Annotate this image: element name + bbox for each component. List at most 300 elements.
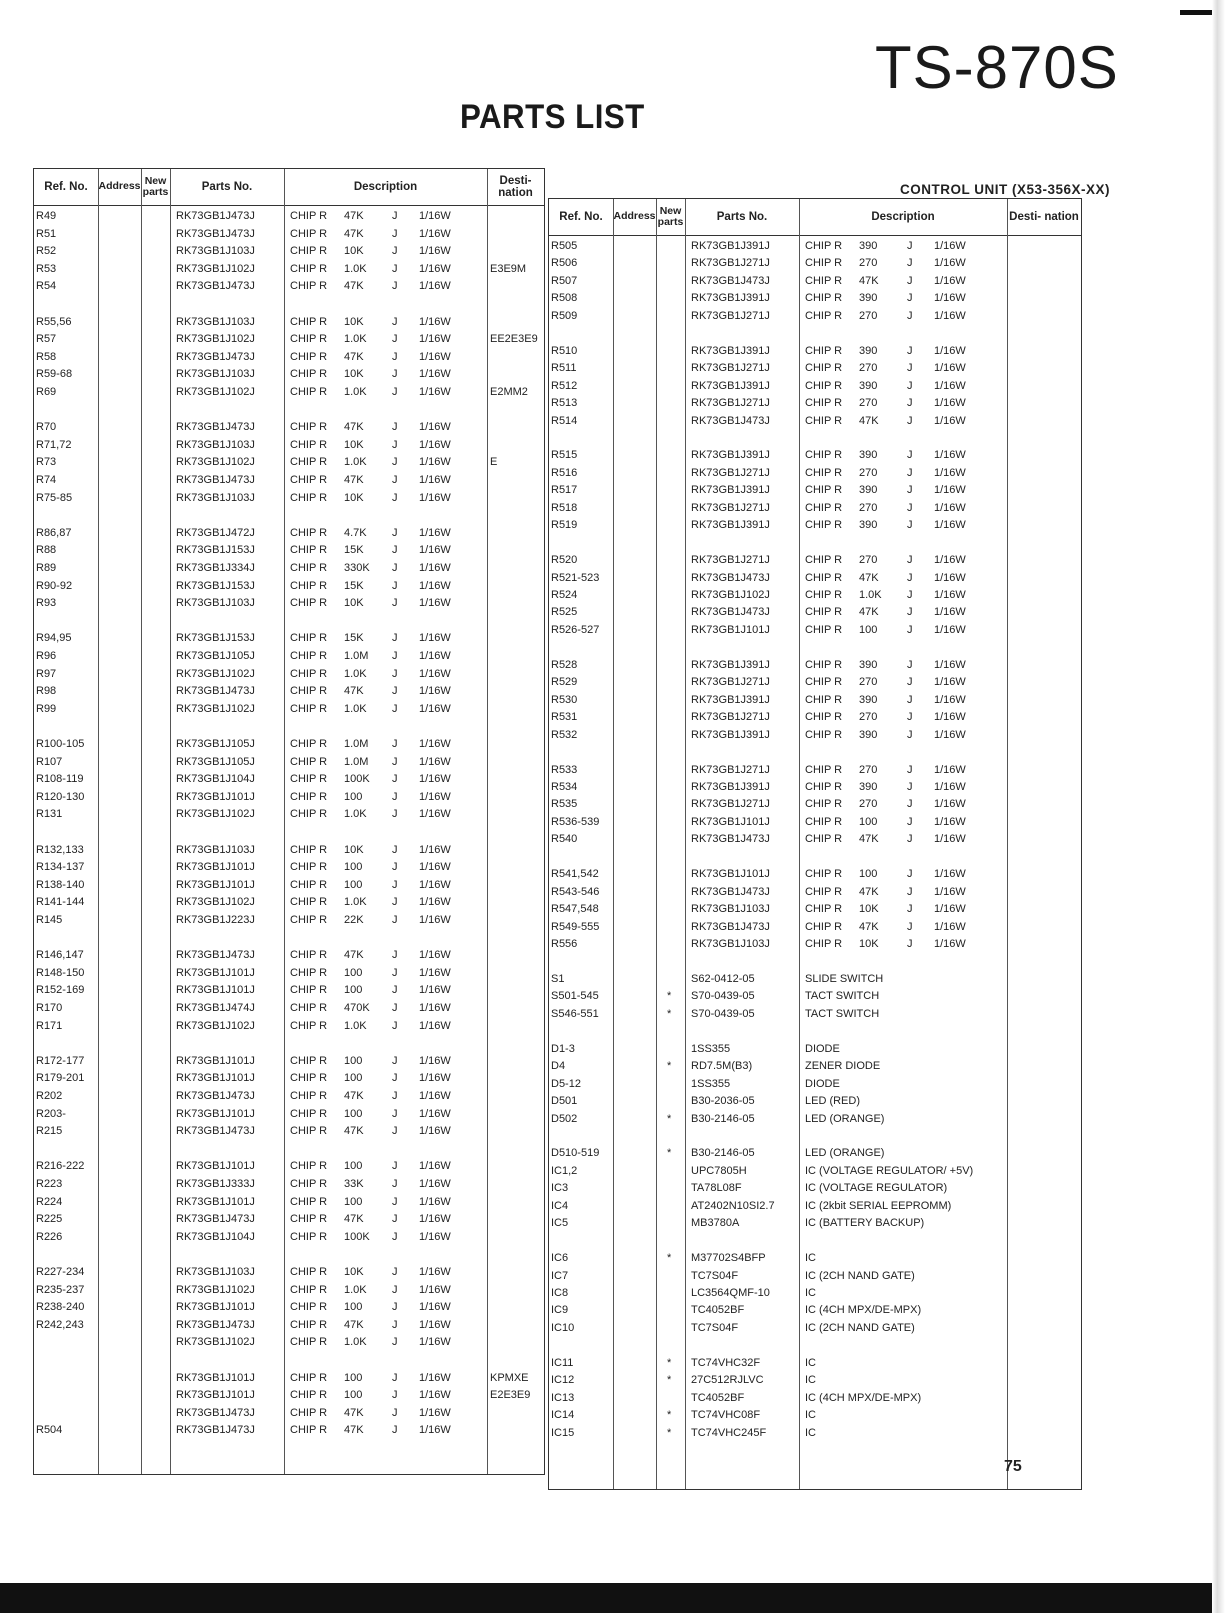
ref-cell: R97 — [36, 667, 57, 680]
table-row — [34, 981, 544, 999]
description-type: IC — [805, 1287, 816, 1299]
description-value: 47K — [859, 885, 879, 898]
parts-number-cell: RK73GB1J102J — [691, 589, 770, 601]
description-wattage: 1/16W — [419, 1072, 451, 1085]
table-row — [34, 700, 544, 718]
description-tolerance: J — [392, 597, 398, 610]
scan-edge-bottom — [0, 1583, 1225, 1613]
table-row — [549, 1319, 1081, 1337]
page-model: TS-870S — [875, 34, 1119, 101]
description-value: 270 — [859, 676, 878, 689]
description-type: IC (2CH NAND GATE) — [805, 1321, 915, 1334]
table-row — [34, 1087, 544, 1105]
table-row — [549, 289, 1081, 307]
description-wattage: 1/16W — [419, 843, 451, 856]
parts-number-cell: RK73GB1J334J — [176, 562, 255, 574]
description-wattage: 1/16W — [419, 456, 451, 469]
table-row — [34, 770, 544, 788]
description-wattage: 1/16W — [934, 676, 966, 689]
table-row — [549, 377, 1081, 395]
description-type: CHIP R — [805, 728, 843, 741]
ref-cell: R88 — [36, 544, 57, 557]
table-row — [34, 1228, 544, 1246]
description-wattage: 1/16W — [419, 438, 451, 451]
description-value: 1.0K — [344, 1336, 367, 1349]
description-value: 390 — [859, 449, 878, 462]
description-tolerance: J — [907, 257, 913, 270]
table-row — [549, 761, 1081, 779]
parts-number-cell: RK73GB1J473J — [176, 474, 255, 486]
description-type: CHIP R — [290, 1424, 328, 1437]
description-value: 270 — [859, 554, 878, 567]
description-tolerance: J — [392, 1019, 398, 1032]
ref-cell: R242,243 — [36, 1318, 84, 1331]
parts-number-cell: RK73GB1J473J — [176, 227, 255, 240]
description-type: CHIP R — [290, 491, 328, 504]
description-type: CHIP R — [805, 903, 843, 916]
col-ref: Ref. No. — [559, 210, 603, 223]
ref-cell: R57 — [36, 333, 57, 346]
parts-number-cell: RK73GB1J271J — [691, 798, 770, 811]
description-wattage: 1/16W — [934, 711, 966, 724]
description-tolerance: J — [392, 526, 398, 539]
description-wattage: 1/16W — [419, 1195, 451, 1208]
description-type: CHIP R — [805, 676, 843, 689]
description-type: IC (2CH NAND GATE) — [805, 1269, 915, 1282]
description-tolerance: J — [392, 368, 398, 381]
ref-cell: R504 — [36, 1424, 63, 1437]
description-type: CHIP R — [290, 579, 328, 592]
description-tolerance: J — [392, 1160, 398, 1173]
description-wattage: 1/16W — [934, 868, 966, 881]
table-row — [549, 307, 1081, 325]
description-type: CHIP R — [290, 1213, 328, 1226]
description-type: IC (4CH MPX/DE-MPX) — [805, 1391, 922, 1404]
ref-cell: R508 — [551, 292, 578, 305]
parts-number-cell: RK73GB1J271J — [691, 362, 770, 375]
parts-number-cell: TC7S04F — [691, 1269, 739, 1282]
description-wattage: 1/16W — [419, 1054, 451, 1067]
description-wattage: 1/16W — [419, 579, 451, 592]
ref-cell: R536-539 — [551, 815, 600, 828]
description-type: CHIP R — [805, 554, 843, 567]
description-type: CHIP R — [290, 245, 328, 258]
description-wattage: 1/16W — [934, 763, 966, 776]
description-type: CHIP R — [805, 484, 843, 497]
parts-number-cell: S62-0412-05 — [691, 972, 755, 985]
description-type: IC (VOLTAGE REGULATOR/ +5V) — [805, 1164, 974, 1177]
description-wattage: 1/16W — [934, 449, 966, 462]
description-value: 1.0K — [344, 456, 367, 469]
table-row — [34, 1017, 544, 1035]
parts-number-cell: RK73GB1J101J — [176, 984, 255, 997]
description-type: CHIP R — [290, 949, 328, 962]
description-wattage: 1/16W — [419, 368, 451, 381]
description-tolerance: J — [392, 1213, 398, 1226]
description-type: CHIP R — [290, 1019, 328, 1032]
description-value: 47K — [344, 1318, 364, 1331]
col-destination: Desti- nation — [498, 174, 533, 199]
description-wattage: 1/16W — [419, 562, 451, 574]
description-tolerance: J — [392, 966, 398, 979]
ref-cell: R99 — [36, 702, 57, 715]
description-tolerance: J — [392, 315, 398, 328]
table-row — [34, 1421, 544, 1439]
ref-cell: R533 — [551, 763, 578, 776]
ref-cell: IC1,2 — [551, 1164, 578, 1177]
ref-cell: R170 — [36, 1002, 63, 1014]
table-row — [549, 865, 1081, 883]
ref-cell: R86,87 — [36, 526, 72, 539]
description-value: 100 — [344, 1054, 363, 1067]
parts-number-cell: RK73GB1J102J — [176, 896, 255, 909]
description-value: 390 — [859, 240, 878, 252]
description-type: CHIP R — [290, 597, 328, 610]
col-parts: Parts No. — [716, 210, 768, 223]
page-number: 75 — [1004, 1458, 1022, 1475]
description-wattage: 1/16W — [419, 386, 451, 398]
description-tolerance: J — [907, 711, 913, 724]
table-row — [549, 830, 1081, 848]
parts-number-cell: RK73GB1J103J — [176, 491, 255, 504]
ref-cell: R506 — [551, 257, 578, 270]
parts-number-cell: RK73GB1J103J — [176, 843, 255, 856]
parts-number-cell: B30-2036-05 — [691, 1095, 755, 1108]
description-wattage: 1/16W — [934, 274, 966, 287]
description-value: 47K — [859, 571, 879, 584]
parts-number-cell: RK73GB1J333J — [176, 1178, 255, 1190]
description-type: ZENER DIODE — [805, 1060, 881, 1073]
description-tolerance: J — [392, 1125, 398, 1138]
new-parts-mark: * — [667, 1426, 672, 1439]
parts-number-cell: RK73GB1J473J — [176, 1406, 255, 1419]
description-wattage: 1/16W — [934, 623, 966, 636]
description-value: 270 — [859, 501, 878, 514]
parts-number-cell: RK73GB1J473J — [176, 685, 255, 698]
parts-number-cell: MB3780A — [691, 1217, 740, 1230]
description-value: 1.0K — [344, 1019, 367, 1032]
parts-number-cell: RK73GB1J271J — [691, 466, 770, 479]
new-parts-mark: * — [667, 1007, 672, 1020]
parts-number-cell: RK73GB1J102J — [176, 386, 255, 398]
description-type: CHIP R — [290, 1301, 328, 1314]
description-wattage: 1/16W — [419, 597, 451, 610]
description-type: CHIP R — [290, 1195, 328, 1208]
table-row — [549, 795, 1081, 813]
table-row — [549, 883, 1081, 901]
table-row — [549, 1301, 1081, 1319]
table-row — [549, 1162, 1081, 1180]
description-type: CHIP R — [805, 920, 843, 933]
parts-number-cell: RK73GB1J101J — [176, 861, 255, 874]
ref-cell: R100-105 — [36, 738, 85, 750]
table-row — [34, 1122, 544, 1140]
description-type: IC — [805, 1426, 816, 1439]
ref-cell: R541,542 — [551, 868, 599, 881]
ref-cell: R235-237 — [36, 1283, 85, 1296]
parts-number-cell: TC7S04F — [691, 1321, 739, 1334]
description-tolerance: J — [392, 1371, 398, 1384]
description-value: 47K — [344, 421, 364, 434]
description-type: CHIP R — [290, 632, 328, 645]
parts-number-cell: RK73GB1J103J — [176, 438, 255, 451]
ref-cell: R138-140 — [36, 878, 85, 891]
description-type: LED (ORANGE) — [805, 1112, 885, 1125]
description-type: CHIP R — [290, 1178, 328, 1190]
description-type: CHIP R — [290, 843, 328, 856]
parts-number-cell: RK73GB1J473J — [691, 274, 770, 287]
new-parts-mark: * — [667, 1356, 672, 1369]
description-tolerance: J — [392, 1090, 398, 1102]
table-row — [34, 682, 544, 700]
description-value: 10K — [344, 1266, 364, 1278]
parts-number-cell: LC3564QMF-10 — [691, 1287, 770, 1299]
description-tolerance: J — [392, 1230, 398, 1243]
ref-cell: R525 — [551, 606, 578, 619]
description-type: CHIP R — [290, 861, 328, 874]
description-wattage: 1/16W — [934, 466, 966, 479]
ref-cell: R54 — [36, 280, 57, 293]
description-wattage: 1/16W — [934, 815, 966, 828]
ref-cell: R509 — [551, 309, 578, 322]
table-row — [34, 1210, 544, 1228]
ref-cell: R96 — [36, 650, 57, 662]
table-row — [549, 551, 1081, 569]
parts-number-cell: RK73GB1J153J — [176, 579, 255, 592]
description-tolerance: J — [392, 861, 398, 874]
parts-number-cell: RK73GB1J105J — [176, 755, 255, 768]
description-value: 47K — [344, 949, 364, 962]
parts-number-cell: RK73GB1J391J — [691, 780, 770, 793]
description-value: 390 — [859, 484, 878, 497]
table-row — [34, 418, 544, 436]
description-tolerance: J — [907, 519, 913, 532]
description-wattage: 1/16W — [934, 257, 966, 270]
ref-cell: R145 — [36, 914, 63, 926]
table-row — [549, 1179, 1081, 1197]
description-tolerance: J — [907, 344, 913, 357]
page-title: PARTS LIST — [460, 98, 645, 136]
description-value: 1.0K — [344, 1283, 367, 1296]
description-value: 1.0K — [344, 667, 367, 680]
parts-number-cell: RK73GB1J271J — [691, 711, 770, 724]
description-tolerance: J — [907, 414, 913, 427]
parts-number-cell: RK73GB1J391J — [691, 449, 770, 462]
description-wattage: 1/16W — [934, 589, 966, 601]
description-value: 10K — [859, 903, 879, 916]
table-row — [549, 1284, 1081, 1302]
parts-number-cell: RK73GB1J103J — [176, 245, 255, 258]
description-tolerance: J — [907, 554, 913, 567]
ref-cell: R225 — [36, 1213, 63, 1226]
table-row — [549, 656, 1081, 674]
table-row — [34, 313, 544, 331]
table-row — [34, 242, 544, 260]
table-row — [34, 629, 544, 647]
description-type: CHIP R — [805, 868, 843, 881]
table-row — [34, 383, 544, 401]
description-tolerance: J — [907, 693, 913, 706]
table-row — [34, 330, 544, 348]
description-type: IC (BATTERY BACKUP) — [805, 1217, 925, 1230]
ref-cell: S501-545 — [551, 990, 599, 1003]
description-value: 100 — [344, 966, 363, 979]
description-type: CHIP R — [805, 449, 843, 462]
description-value: 15K — [344, 579, 364, 592]
ref-cell: IC7 — [551, 1269, 569, 1282]
parts-number-cell: B30-2146-05 — [691, 1147, 755, 1160]
description-value: 10K — [344, 368, 364, 381]
ref-cell: IC12 — [551, 1374, 575, 1387]
parts-number-cell: RK73GB1J391J — [691, 240, 770, 252]
description-value: 1.0K — [344, 262, 367, 275]
table-row — [549, 900, 1081, 918]
description-tolerance: J — [392, 210, 398, 222]
description-wattage: 1/16W — [419, 315, 451, 328]
ref-cell: R202 — [36, 1090, 63, 1102]
description-wattage: 1/16W — [934, 693, 966, 706]
table-row — [34, 999, 544, 1017]
description-type: CHIP R — [805, 938, 843, 950]
description-type: CHIP R — [805, 693, 843, 706]
col-new: New parts — [142, 174, 169, 198]
description-tolerance: J — [907, 274, 913, 287]
ref-cell: R515 — [551, 449, 578, 462]
table-row — [549, 1057, 1081, 1075]
ref-cell: IC4 — [551, 1199, 569, 1212]
description-tolerance: J — [392, 245, 398, 258]
description-type: CHIP R — [290, 966, 328, 979]
description-wattage: 1/16W — [419, 1125, 451, 1138]
ref-cell: R203- — [36, 1107, 66, 1120]
description-type: IC — [805, 1252, 816, 1265]
description-value: 4.7K — [344, 526, 367, 539]
description-value: 100 — [859, 815, 878, 828]
table-row — [549, 446, 1081, 464]
description-value: 100 — [859, 868, 878, 881]
description-wattage: 1/16W — [934, 728, 966, 741]
parts-table-right — [548, 198, 1082, 1490]
description-value: 100 — [344, 1072, 363, 1085]
description-wattage: 1/16W — [419, 491, 451, 504]
parts-number-cell: RK73GB1J391J — [691, 658, 770, 671]
parts-number-cell: RK73GB1J102J — [176, 702, 255, 715]
table-row — [34, 365, 544, 383]
parts-number-cell: TC74VHC32F — [691, 1356, 761, 1369]
description-type: CHIP R — [290, 386, 328, 398]
table-row — [34, 1069, 544, 1087]
description-tolerance: J — [392, 702, 398, 715]
description-wattage: 1/16W — [419, 245, 451, 258]
ref-cell: R71,72 — [36, 438, 72, 451]
description-tolerance: J — [907, 240, 913, 252]
description-type: CHIP R — [805, 309, 843, 322]
description-wattage: 1/16W — [419, 1406, 451, 1419]
description-type: CHIP R — [290, 526, 328, 539]
description-wattage: 1/16W — [934, 903, 966, 916]
table-row — [549, 359, 1081, 377]
ref-cell: R528 — [551, 658, 578, 671]
description-value: 390 — [859, 780, 878, 793]
ref-cell: IC9 — [551, 1304, 569, 1317]
description-tolerance: J — [907, 903, 913, 916]
description-value: 100 — [344, 984, 363, 997]
ref-cell: R505 — [551, 240, 578, 252]
description-type: CHIP R — [290, 544, 328, 557]
description-value: 100 — [344, 1371, 363, 1384]
description-wattage: 1/16W — [419, 773, 451, 786]
description-wattage: 1/16W — [419, 984, 451, 997]
description-wattage: 1/16W — [419, 1213, 451, 1226]
ref-cell: R543-546 — [551, 885, 600, 898]
description-value: 100K — [344, 1230, 370, 1243]
description-value: 10K — [344, 315, 364, 328]
table-row — [34, 1298, 544, 1316]
description-type: LED (RED) — [805, 1095, 861, 1108]
description-type: CHIP R — [805, 815, 843, 828]
description-value: 1.0M — [344, 650, 369, 662]
table-row — [549, 412, 1081, 430]
description-type: CHIP R — [290, 280, 328, 293]
description-type: IC — [805, 1356, 816, 1369]
description-value: 10K — [344, 438, 364, 451]
ref-cell: R227-234 — [36, 1266, 85, 1278]
description-wattage: 1/16W — [934, 414, 966, 427]
description-type: CHIP R — [805, 501, 843, 514]
ref-cell: R521-523 — [551, 571, 600, 584]
description-value: 47K — [344, 227, 364, 240]
ref-cell: R74 — [36, 474, 57, 486]
description-type: IC (4CH MPX/DE-MPX) — [805, 1304, 922, 1317]
description-tolerance: J — [392, 685, 398, 698]
description-value: 47K — [344, 1406, 364, 1419]
parts-number-cell: UPC7805H — [691, 1164, 747, 1177]
ref-cell: D4 — [551, 1060, 566, 1073]
parts-number-cell: RK73GB1J271J — [691, 397, 770, 410]
table-row — [549, 726, 1081, 744]
description-wattage: 1/16W — [419, 1230, 451, 1243]
ref-cell: R93 — [36, 597, 57, 610]
description-type: CHIP R — [290, 1072, 328, 1085]
description-tolerance: J — [392, 350, 398, 363]
ref-cell: R512 — [551, 379, 578, 392]
description-tolerance: J — [392, 1301, 398, 1314]
description-type: CHIP R — [290, 210, 328, 222]
description-tolerance: J — [392, 280, 398, 293]
description-wattage: 1/16W — [419, 949, 451, 962]
new-parts-mark: * — [667, 1060, 672, 1073]
description-type: CHIP R — [290, 984, 328, 997]
description-tolerance: J — [392, 227, 398, 240]
description-type: CHIP R — [290, 1054, 328, 1067]
ref-cell: R224 — [36, 1195, 63, 1208]
parts-number-cell: 27C512RJLVC — [691, 1374, 764, 1387]
description-tolerance: J — [907, 397, 913, 410]
description-wattage: 1/16W — [419, 667, 451, 680]
description-tolerance: J — [392, 474, 398, 486]
new-parts-mark: * — [667, 1409, 672, 1422]
description-wattage: 1/16W — [934, 606, 966, 619]
description-tolerance: J — [392, 491, 398, 504]
ref-cell: R51 — [36, 227, 57, 240]
parts-number-cell: RK73GB1J101J — [176, 1195, 255, 1208]
destination-cell: E3E9M — [490, 262, 527, 275]
parts-number-cell: TC74VHC245F — [691, 1426, 767, 1439]
col-address: Address — [98, 180, 141, 193]
table-row — [549, 499, 1081, 517]
table-row — [34, 559, 544, 577]
new-parts-mark: * — [667, 1252, 672, 1265]
